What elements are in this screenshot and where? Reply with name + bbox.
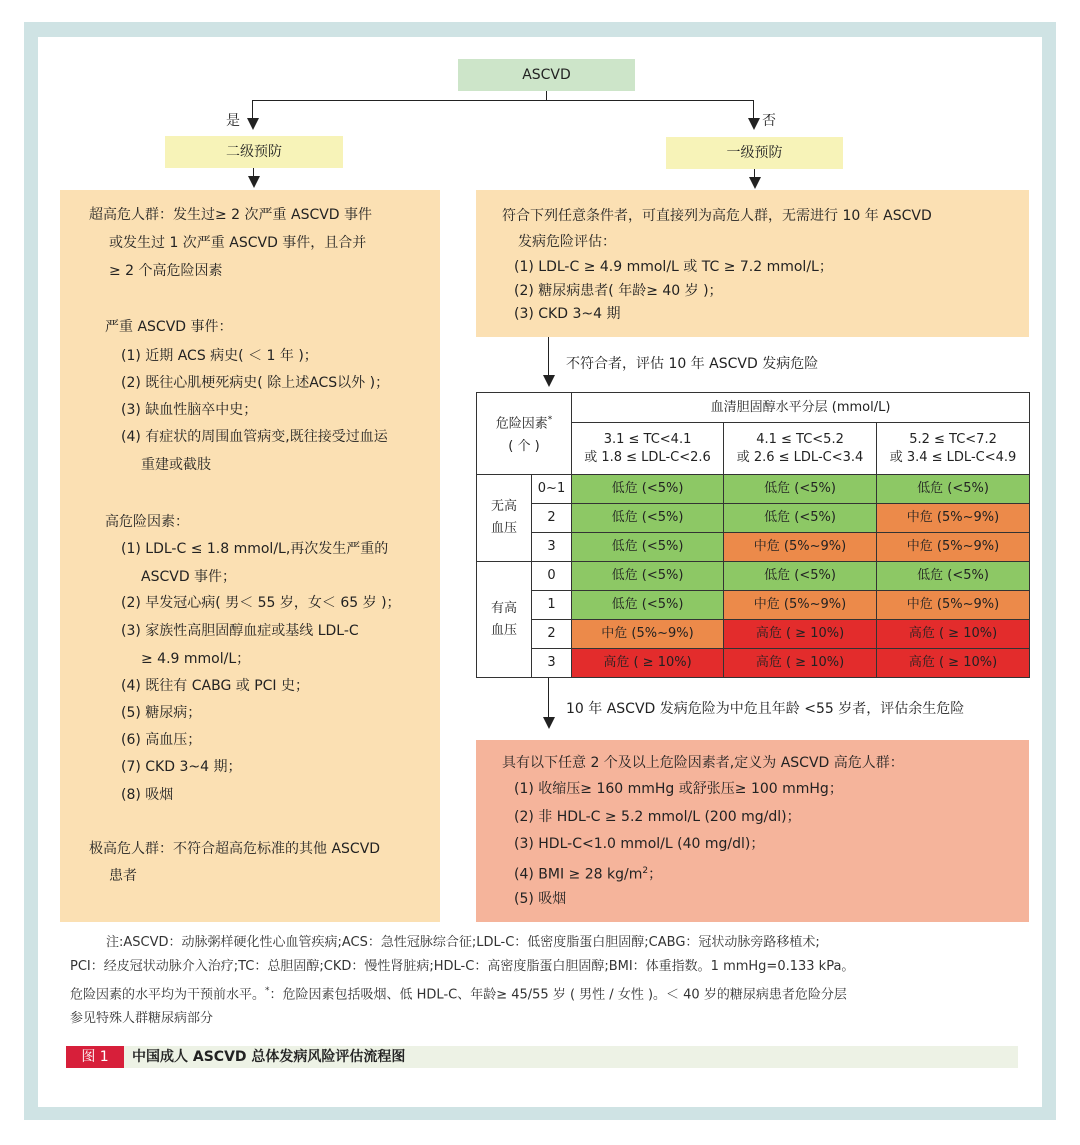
risk-count-cell: 2	[532, 620, 572, 649]
very-high-title: 超高危人群：发生过≥ 2 次严重 ASCVD 事件	[89, 207, 373, 223]
list-item: (1) LDL-C ≤ 1.8 mmol/L,再次发生严重的	[121, 541, 389, 557]
list-item: (1) 收缩压≥ 160 mmHg 或舒张压≥ 100 mmHg；	[514, 781, 843, 797]
risk-count-cell: 1	[532, 591, 572, 620]
arrow-down-icon	[247, 118, 259, 130]
footnote-line: 参见特殊人群糖尿病部分	[70, 1011, 214, 1027]
risk-cell: 中危 (5%~9%)	[724, 591, 877, 620]
risk-cell: 低危 (<5%)	[877, 475, 1030, 504]
group-label-text: 无高血压	[490, 499, 517, 536]
risk-cell: 低危 (<5%)	[572, 504, 724, 533]
risk-cell: 低危 (<5%)	[572, 562, 724, 591]
risk-cell: 低危 (<5%)	[572, 533, 724, 562]
footnote-marker: *	[547, 415, 553, 426]
risk-cell: 高危 ( ≥ 10%)	[877, 620, 1030, 649]
risk-count-cell: 3	[532, 649, 572, 678]
list-item: (2) 早发冠心病( 男＜ 55 岁，女＜ 65 岁 )；	[121, 595, 401, 611]
column-header-line: 或 3.4 ≤ LDL-C<4.9	[889, 449, 1017, 465]
box-title: 具有以下任意 2 个及以上危险因素者,定义为 ASCVD 高危人群：	[502, 755, 904, 771]
list-item: (2) 糖尿病患者( 年龄≥ 40 岁 )；	[514, 283, 723, 299]
very-high-title: ≥ 2 个高危险因素	[109, 263, 223, 279]
list-item: (8) 吸烟	[121, 787, 174, 803]
arrow-down-icon	[749, 177, 761, 189]
risk-cell: 中危 (5%~9%)	[877, 504, 1030, 533]
risk-cell: 低危 (<5%)	[724, 562, 877, 591]
footnote-text: ：危险因素包括吸烟、低 HDL-C、年龄≥ 45/55 岁 ( 男性 / 女性 )。＜ 40 岁的糖尿病患者危险分层	[269, 987, 847, 1003]
risk-count-cell: 2	[532, 504, 572, 533]
risk-count-cell: 0~1	[532, 475, 572, 504]
lifetime-risk-box	[476, 740, 1029, 922]
branch-no-label: 否	[762, 113, 776, 129]
risk-cell: 中危 (5%~9%)	[877, 533, 1030, 562]
risk-cell: 中危 (5%~9%)	[724, 533, 877, 562]
table-corner-header	[477, 393, 572, 475]
arrow-label: 不符合者，评估 10 年 ASCVD 发病危险	[566, 356, 819, 372]
arrow-down-icon	[543, 717, 555, 729]
bmi-suffix: ；	[648, 866, 663, 883]
risk-cell: 低危 (<5%)	[877, 562, 1030, 591]
risk-cell: 高危 ( ≥ 10%)	[724, 649, 877, 678]
connector	[252, 100, 754, 101]
column-header-line: 5.2 ≤ TC<7.2	[909, 431, 997, 447]
column-header	[724, 423, 877, 475]
box-title: 符合下列任意条件者，可直接列为高危人群，无需进行 10 年 ASCVD	[502, 208, 932, 224]
list-item: (5) 糖尿病；	[121, 705, 202, 721]
column-header-line: 或 2.6 ≤ LDL-C<3.4	[736, 449, 864, 465]
list-item: (7) CKD 3~4 期；	[121, 759, 242, 775]
arrow-label: 10 年 ASCVD 发病危险为中危且年龄 <55 岁者，评估余生危险	[566, 701, 965, 717]
extreme-high-text: 极高危人群：不符合超高危标准的其他 ASCVD	[89, 841, 381, 857]
superscript: 2	[642, 866, 649, 876]
list-item: (1) LDL-C ≥ 4.9 mmol/L 或 TC ≥ 7.2 mmol/L；	[514, 259, 833, 275]
column-header	[877, 423, 1030, 475]
risk-cell: 高危 ( ≥ 10%)	[724, 620, 877, 649]
risk-count-cell: 0	[532, 562, 572, 591]
list-item: (3) CKD 3~4 期	[514, 306, 621, 322]
risk-stratification-table	[476, 392, 1030, 678]
connector	[252, 100, 253, 120]
box-title: 发病危险评估：	[518, 234, 616, 250]
list-item: (3) 缺血性脑卒中史；	[121, 402, 258, 418]
list-item: (2) 非 HDL-C ≥ 5.2 mmol/L (200 mg/dl)；	[514, 809, 801, 825]
risk-cell: 中危 (5%~9%)	[877, 591, 1030, 620]
risk-factors-title: 高危险因素：	[105, 514, 189, 530]
corner-label: ( 个 )	[508, 438, 540, 454]
bmi-text: (4) BMI ≥ 28 kg/m	[514, 866, 643, 883]
footnote-text: 危险因素的水平均为干预前水平。	[70, 987, 266, 1003]
list-item: (4) 有症状的周围血管病变,既往接受过血运	[121, 429, 388, 445]
table-span-header: 血清胆固醇水平分层 (mmol/L)	[572, 393, 1030, 423]
group-label-text: 有高血压	[490, 600, 517, 638]
arrow-down-icon	[248, 176, 260, 188]
extreme-high-text: 患者	[109, 868, 137, 884]
risk-cell: 低危 (<5%)	[724, 475, 877, 504]
list-item: ≥ 4.9 mmol/L；	[141, 651, 251, 667]
list-item: (3) 家族性高胆固醇血症或基线 LDL-C	[121, 623, 359, 639]
primary-prevention-node: 一级预防	[666, 137, 843, 169]
footnote	[70, 931, 1020, 1031]
risk-cell: 高危 ( ≥ 10%)	[572, 649, 724, 678]
risk-cell: 低危 (<5%)	[724, 504, 877, 533]
arrow-down-icon	[543, 375, 555, 387]
connector	[753, 100, 754, 120]
list-item: (3) HDL-C<1.0 mmol/L (40 mg/dl)；	[514, 836, 765, 852]
list-item: (4) 既往有 CABG 或 PCI 史；	[121, 678, 309, 694]
footnote-marker: *	[265, 986, 270, 996]
column-header-line: 4.1 ≤ TC<5.2	[756, 431, 844, 447]
secondary-prevention-box	[60, 190, 440, 922]
list-item: (5) 吸烟	[514, 891, 567, 907]
risk-cell: 低危 (<5%)	[572, 591, 724, 620]
very-high-title: 或发生过 1 次严重 ASCVD 事件，且合并	[109, 235, 367, 251]
list-item	[514, 858, 662, 888]
column-header	[572, 423, 724, 475]
risk-cell: 高危 ( ≥ 10%)	[877, 649, 1030, 678]
column-header-line: 或 1.8 ≤ LDL-C<2.6	[584, 449, 711, 465]
ascvd-node: ASCVD	[458, 59, 635, 91]
footnote-line: 注:ASCVD：动脉粥样硬化性心血管疾病;ACS：急性冠脉综合征;LDL-C：低密度脂蛋白胆固醇;CABG：冠状动脉旁路移植术;	[106, 935, 820, 950]
connector	[548, 678, 549, 718]
risk-cell: 低危 (<5%)	[572, 475, 724, 504]
corner-label: 危险因素	[495, 416, 548, 432]
direct-high-risk-box	[476, 190, 1029, 337]
figure-caption: 中国成人 ASCVD 总体发病风险评估流程图	[132, 1049, 406, 1065]
list-item: (1) 近期 ACS 病史( ＜ 1 年 )；	[121, 348, 318, 364]
footnote-line: PCI：经皮冠状动脉介入治疗;TC：总胆固醇;CKD：慢性肾脏病;HDL-C：高密度脂蛋白胆固醇;BMI：体重指数。1 mmHg=0.133 kPa。	[70, 959, 855, 974]
column-header-line: 3.1 ≤ TC<4.1	[603, 431, 692, 447]
risk-count-cell: 3	[532, 533, 572, 562]
group-label-no-hypertension	[477, 475, 532, 562]
footnote-line	[70, 979, 1020, 1007]
group-label-hypertension	[477, 562, 532, 678]
secondary-prevention-node: 二级预防	[165, 136, 343, 168]
list-item: ASCVD 事件；	[141, 569, 237, 585]
list-item: (6) 高血压；	[121, 732, 202, 748]
figure-tag: 图 1	[66, 1046, 124, 1068]
list-item: (2) 既往心肌梗死病史( 除上述ACS以外 )；	[121, 375, 390, 391]
list-item: 重建或截肢	[141, 457, 211, 473]
connector	[548, 337, 549, 375]
branch-yes-label: 是	[226, 113, 240, 129]
severe-events-title: 严重 ASCVD 事件：	[105, 319, 233, 335]
risk-cell: 中危 (5%~9%)	[572, 620, 724, 649]
arrow-down-icon	[748, 118, 760, 130]
